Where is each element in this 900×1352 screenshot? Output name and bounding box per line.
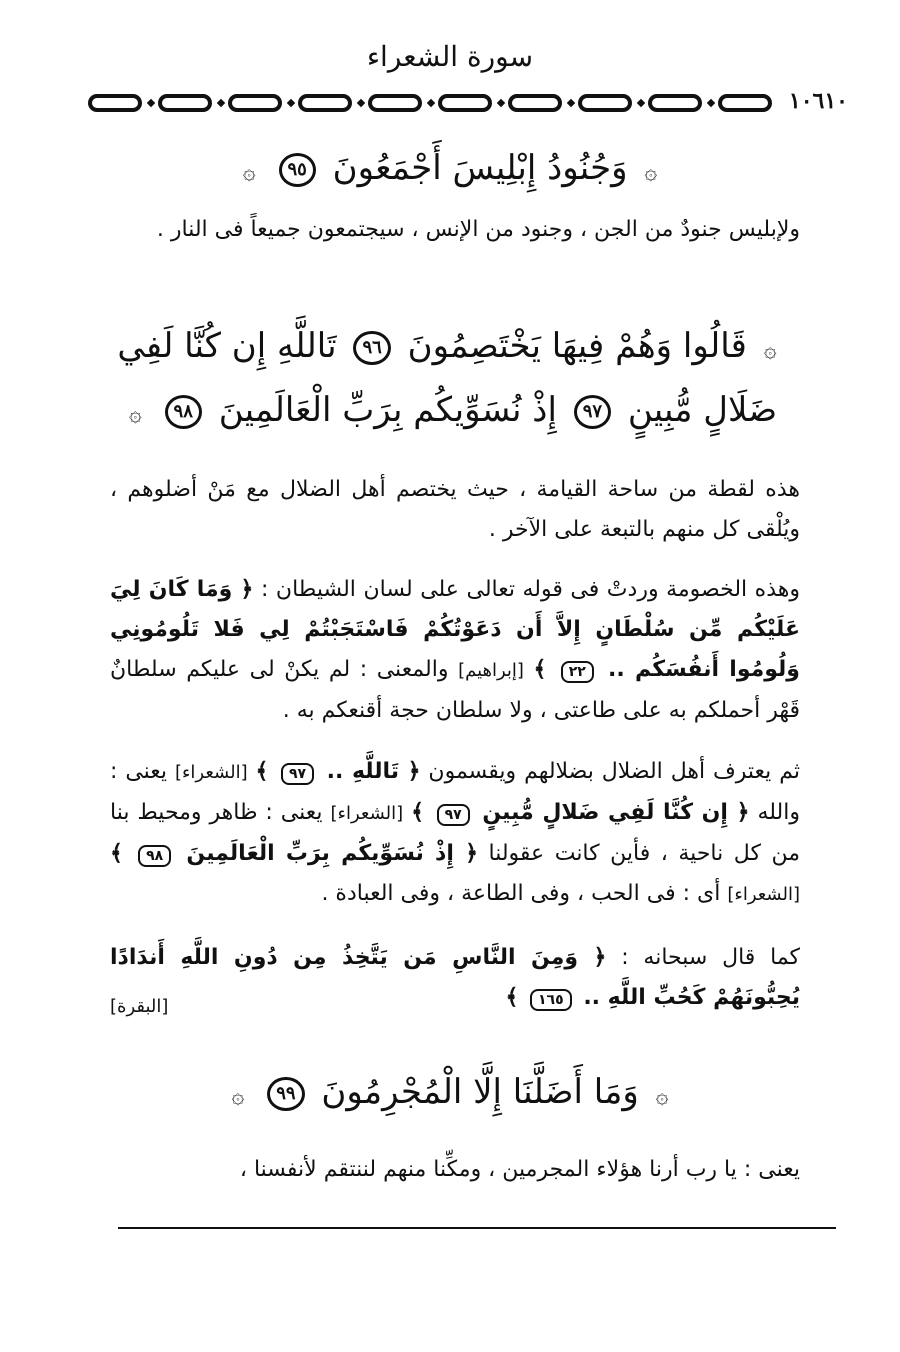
paragraph-text: وهذه الخصومة وردتْ فى قوله تعالى على لسان الشيطان : [260,577,800,602]
verse-number-badge: ٩٨ [138,845,171,867]
verse-ornament-icon: ۞ [655,1084,669,1109]
verse-ornament-icon: ۞ [644,160,658,185]
verse-96-97-line1 [100,318,800,379]
verse-ornament-icon: ۞ [231,1084,245,1109]
paragraph-text: يعنى : والله [110,759,800,825]
verse-97-98-line2 [100,382,800,443]
verse-ornament-icon: ۞ [128,402,142,427]
paragraph-text: أى : فى الحب ، وفى الطاعة ، وفى العبادة . [321,881,721,906]
verse-text: قَالُوا وَهُمْ فِيهَا يَخْتَصِمُونَ [407,326,747,366]
verse-ornament-icon: ۞ [242,160,256,185]
verse-text: تَاللَّهِ إِن كُنَّا لَفِي [117,326,337,366]
verse-text: إِذْ نُسَوِّيكُم بِرَبِّ الْعَالَمِينَ [218,390,557,430]
source-label: [البقرة] [110,996,169,1017]
paragraph-text: يعنى : ظاهر ومحيط بنا من كل ناحية ، فأين كانت عقولنا [110,800,800,866]
verse-95 [100,140,800,201]
paragraph-text: والمعنى : لم يكنْ لى عليكم سلطانٌ قَهْر أحملكم به على طاعتى ، ولا سلطان حجة أقنعكم به . [110,657,800,723]
verse-number-badge: ٩٨ [165,395,202,429]
quran-quote: ﴿ إِذْ نُسَوِّيكُم بِرَبِّ الْعَالَمِينَ ٩٨ ﴾ [110,841,478,866]
paragraph-4 [110,752,800,915]
paragraph-1: ولإبليس جنودٌ من الجن ، وجنود من الإنس ، سيجتمعون جميعاً فى النار . [156,217,800,242]
verse-text: وَمَا أَضَلَّنَا إِلَّا الْمُجْرِمُونَ [321,1072,639,1112]
verse-text: وَجُنُودُ إِبْلِيسَ أَجْمَعُونَ [332,148,628,188]
source-label: [إبراهيم] [458,660,524,681]
verse-number-badge: ٩٧ [574,395,611,429]
quran-quote: ﴿ إِن كُنَّا لَفِي ضَلالٍ مُّبِينٍ ٩٧ ﴾ [411,800,750,825]
paragraph-text: كما قال سبحانه : [621,945,801,970]
paragraph-5 [110,938,800,1018]
quran-quote: ﴿ وَمِنَ النَّاسِ مَن يَتَّخِذُ مِن دُونِ اللَّهِ أَندَادًا يُحِبُّونَهُمْ كَحُبِّ اللَّهِ .. ١٦٥ ﴾ [110,945,800,1010]
paragraph-2: هذه لقطة من ساحة القيامة ، حيث يختصم أهل الضلال مع مَنْ أضلوهم ، ويُلْقى كل منهم بالتبعة على الآخر . [110,477,800,542]
verse-number-badge: ٩٧ [437,804,470,826]
ornament-chain-icon [88,92,848,114]
footer-divider [118,1227,836,1229]
verse-number-badge: ٩٩ [267,1077,304,1111]
source-label: [الشعراء] [727,884,800,905]
header-ornament-band [88,88,848,114]
source-label: [الشعراء] [174,762,248,783]
verse-ornament-icon: ۞ [763,338,777,363]
paragraph-6: يعنى : يا رب أرنا هؤلاء المجرمين ، ومكِّنا منهم لننتقم لأنفسنا ، [239,1157,800,1182]
quran-quote: ﴿ تَاللَّهِ .. ٩٧ ﴾ [255,759,421,784]
verse-number-badge: ٩٦ [353,331,390,365]
verse-number-badge: ١٦٥ [530,989,572,1011]
surah-header-title: سورة الشعراء [366,40,534,73]
verse-text: ضَلَالٍ مُّبِينٍ [627,390,778,430]
paragraph-3 [110,570,800,731]
verse-number-badge: ٩٧ [281,763,314,785]
quran-quote: ﴿ وَمَا كَانَ لِيَ عَلَيْكُم مِّن سُلْطَانٍ إِلاَّ أَن دَعَوْتُكُمْ فَاسْتَجَبْتُمْ لِي فَلا تَلُومُونِي وَلُومُوا أَنفُسَكُم .. ٢٢ ﴾ [110,577,800,682]
verse-number-badge: ٩٥ [279,153,316,187]
verse-number-badge: ٢٢ [561,661,594,683]
verse-99 [100,1064,800,1125]
page-number: ١٠٦١٠ [783,88,848,114]
source-label: [الشعراء] [330,803,404,824]
paragraph-text: ثم يعترف أهل الضلال بضلالهم ويقسمون [428,759,800,784]
